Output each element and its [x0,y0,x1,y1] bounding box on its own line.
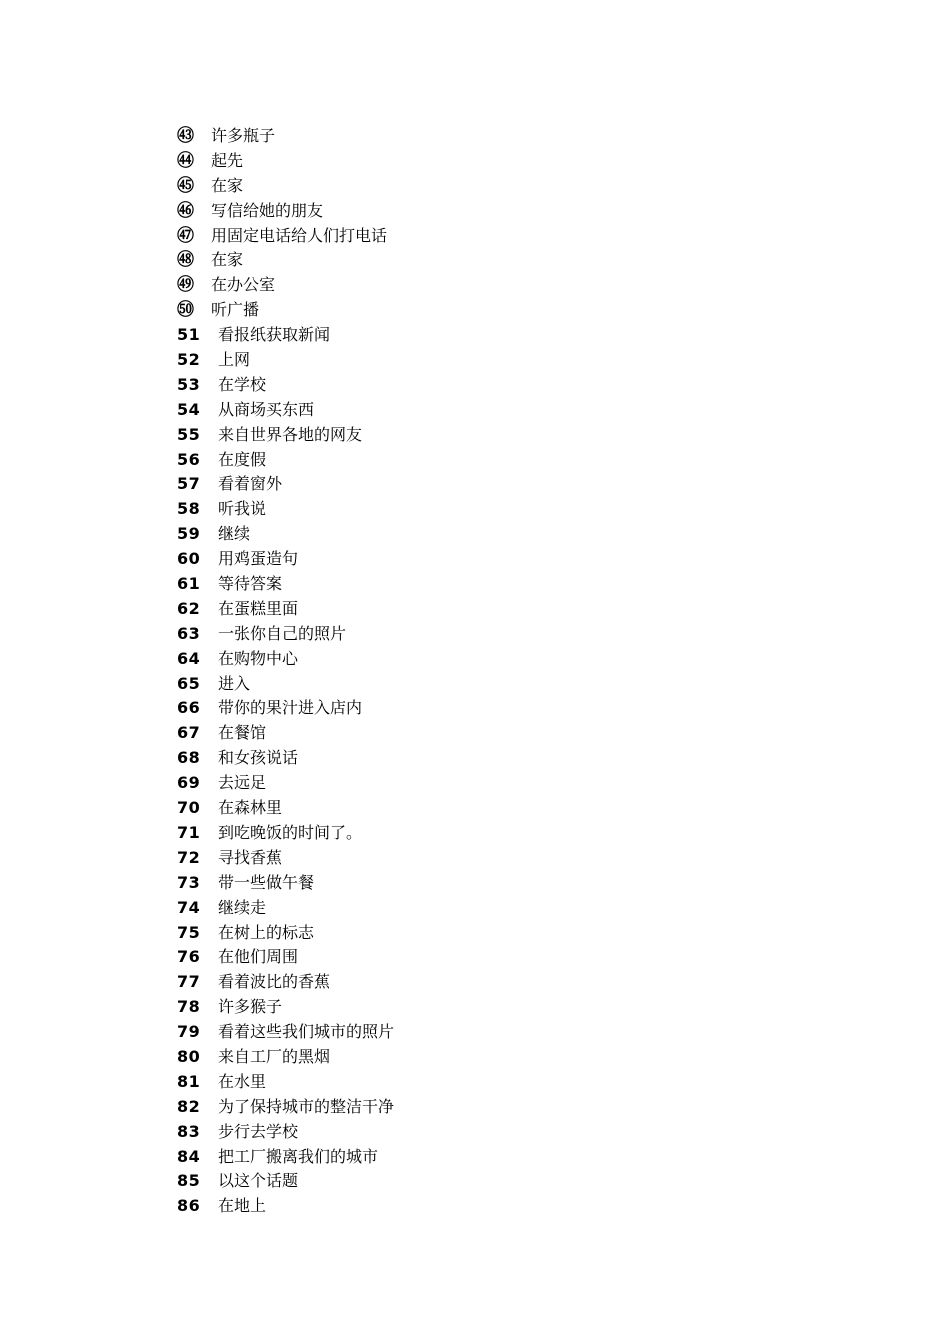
item-number: 52 [177,350,201,370]
list-item [177,995,394,1020]
item-number: ㊹ [177,150,194,171]
item-number: 68 [177,748,201,768]
item-text: 寻找香蕉 [218,847,283,867]
list-item [177,1120,394,1145]
item-number: 51 [177,325,201,345]
item-number: 79 [177,1022,201,1042]
item-number: 60 [177,549,201,569]
item-number: 72 [177,847,201,867]
item-number: ㊿ [177,300,194,321]
item-text: 听我说 [218,499,267,519]
item-text: 许多瓶子 [211,126,276,145]
item-number: 57 [177,474,201,494]
item-text: 带一些做午餐 [218,872,315,892]
item-text: 带你的果汁进入店内 [218,698,363,718]
item-text: 和女孩说话 [218,748,299,768]
item-number: 62 [177,598,201,618]
item-text: 上网 [218,350,251,370]
item-number: ㊼ [177,225,194,246]
item-text: 在地上 [218,1196,267,1216]
list-item [177,771,394,796]
list-item [177,547,394,572]
list-item [177,497,394,522]
item-number: 67 [177,723,201,743]
item-text: 以这个话题 [218,1171,299,1191]
list-item [177,1169,394,1194]
item-text: 在家 [211,175,244,195]
list-item [177,696,394,721]
item-text: 等待答案 [218,574,283,594]
list-item [177,1045,394,1070]
item-number: 61 [177,574,201,594]
item-text: 在蛋糕里面 [218,598,299,618]
item-number: 71 [177,822,201,842]
item-number: 80 [177,1046,201,1066]
list-item [177,672,394,697]
item-number: 64 [177,648,201,668]
item-text: 在树上的标志 [218,922,315,942]
item-number: ㊽ [177,250,194,271]
item-number: 84 [177,1146,201,1166]
item-text: 起先 [211,150,244,170]
list-item [177,871,394,896]
list-item [177,199,394,224]
item-number: 77 [177,972,201,992]
list-item [177,273,394,298]
item-number: ㊾ [177,275,194,296]
list-item [177,970,394,995]
list-item [177,448,394,473]
item-number: 63 [177,623,201,643]
list-item [177,174,394,199]
list-item [177,821,394,846]
list-item [177,945,394,970]
item-text: 进入 [218,673,251,693]
item-number: 83 [177,1121,201,1141]
item-number: 73 [177,872,201,892]
item-text: 用固定电话给人们打电话 [211,225,388,245]
list-item [177,597,394,622]
list-item [177,896,394,921]
item-number: 74 [177,897,201,917]
item-number: 59 [177,524,201,544]
list-item [177,1194,394,1219]
item-text: 在度假 [218,449,267,469]
list-item [177,248,394,273]
item-number: 54 [177,399,201,419]
list-item [177,746,394,771]
item-number: 58 [177,499,201,519]
item-number: 56 [177,449,201,469]
item-text: 继续 [218,524,251,544]
item-text: 在森林里 [218,798,283,818]
item-number: 78 [177,997,201,1017]
list-item [177,846,394,871]
list-item [177,298,394,323]
item-text: 到吃晚饭的时间了。 [218,822,363,842]
item-text: 继续走 [218,897,267,917]
item-text: 在家 [211,250,244,270]
item-text: 把工厂搬离我们的城市 [218,1146,379,1166]
item-text: 从商场买东西 [218,399,315,419]
item-number: 85 [177,1171,201,1191]
item-text: 看报纸获取新闻 [218,325,331,345]
list-item [177,423,394,448]
item-text: 为了保持城市的整洁干净 [218,1096,395,1116]
list-item [177,124,394,149]
list-item [177,622,394,647]
list-item [177,522,394,547]
item-number: 53 [177,374,201,394]
item-text: 在学校 [218,374,267,394]
list-item [177,1145,394,1170]
item-text: 听广播 [211,300,260,320]
item-number: 76 [177,947,201,967]
item-number: 66 [177,698,201,718]
item-text: 看着波比的香蕉 [218,972,331,992]
item-text: 一张你自己的照片 [218,623,347,643]
list-item [177,224,394,249]
item-number: ㊺ [177,175,194,196]
item-number: ㊻ [177,200,194,221]
item-number: ㊸ [177,126,194,146]
list-item [177,348,394,373]
item-text: 在水里 [218,1071,267,1091]
item-number: 55 [177,424,201,444]
list-item [177,1095,394,1120]
item-number: 86 [177,1196,201,1216]
list-item [177,373,394,398]
item-text: 步行去学校 [218,1121,299,1141]
item-number: 75 [177,922,201,942]
item-number: 82 [177,1096,201,1116]
item-text: 许多猴子 [218,997,283,1017]
list-item [177,323,394,348]
item-text: 来自工厂的黑烟 [218,1046,331,1066]
item-number: 69 [177,773,201,793]
list-item [177,149,394,174]
list-item [177,472,394,497]
list-item [177,921,394,946]
list-item [177,398,394,423]
item-number: 70 [177,798,201,818]
list-item [177,1070,394,1095]
item-number: 81 [177,1071,201,1091]
list-item [177,572,394,597]
item-text: 来自世界各地的网友 [218,424,363,444]
list-item [177,721,394,746]
item-number: 65 [177,673,201,693]
list-item [177,796,394,821]
item-text: 写信给她的朋友 [211,200,324,220]
answer-list [177,124,394,1219]
item-text: 看着窗外 [218,474,283,494]
item-text: 在他们周围 [218,947,299,967]
item-text: 在餐馆 [218,723,267,743]
list-item [177,1020,394,1045]
item-text: 用鸡蛋造句 [218,549,299,569]
item-text: 在购物中心 [218,648,299,668]
item-text: 看着这些我们城市的照片 [218,1022,395,1042]
list-item [177,647,394,672]
item-text: 在办公室 [211,275,276,295]
item-text: 去远足 [218,773,267,793]
